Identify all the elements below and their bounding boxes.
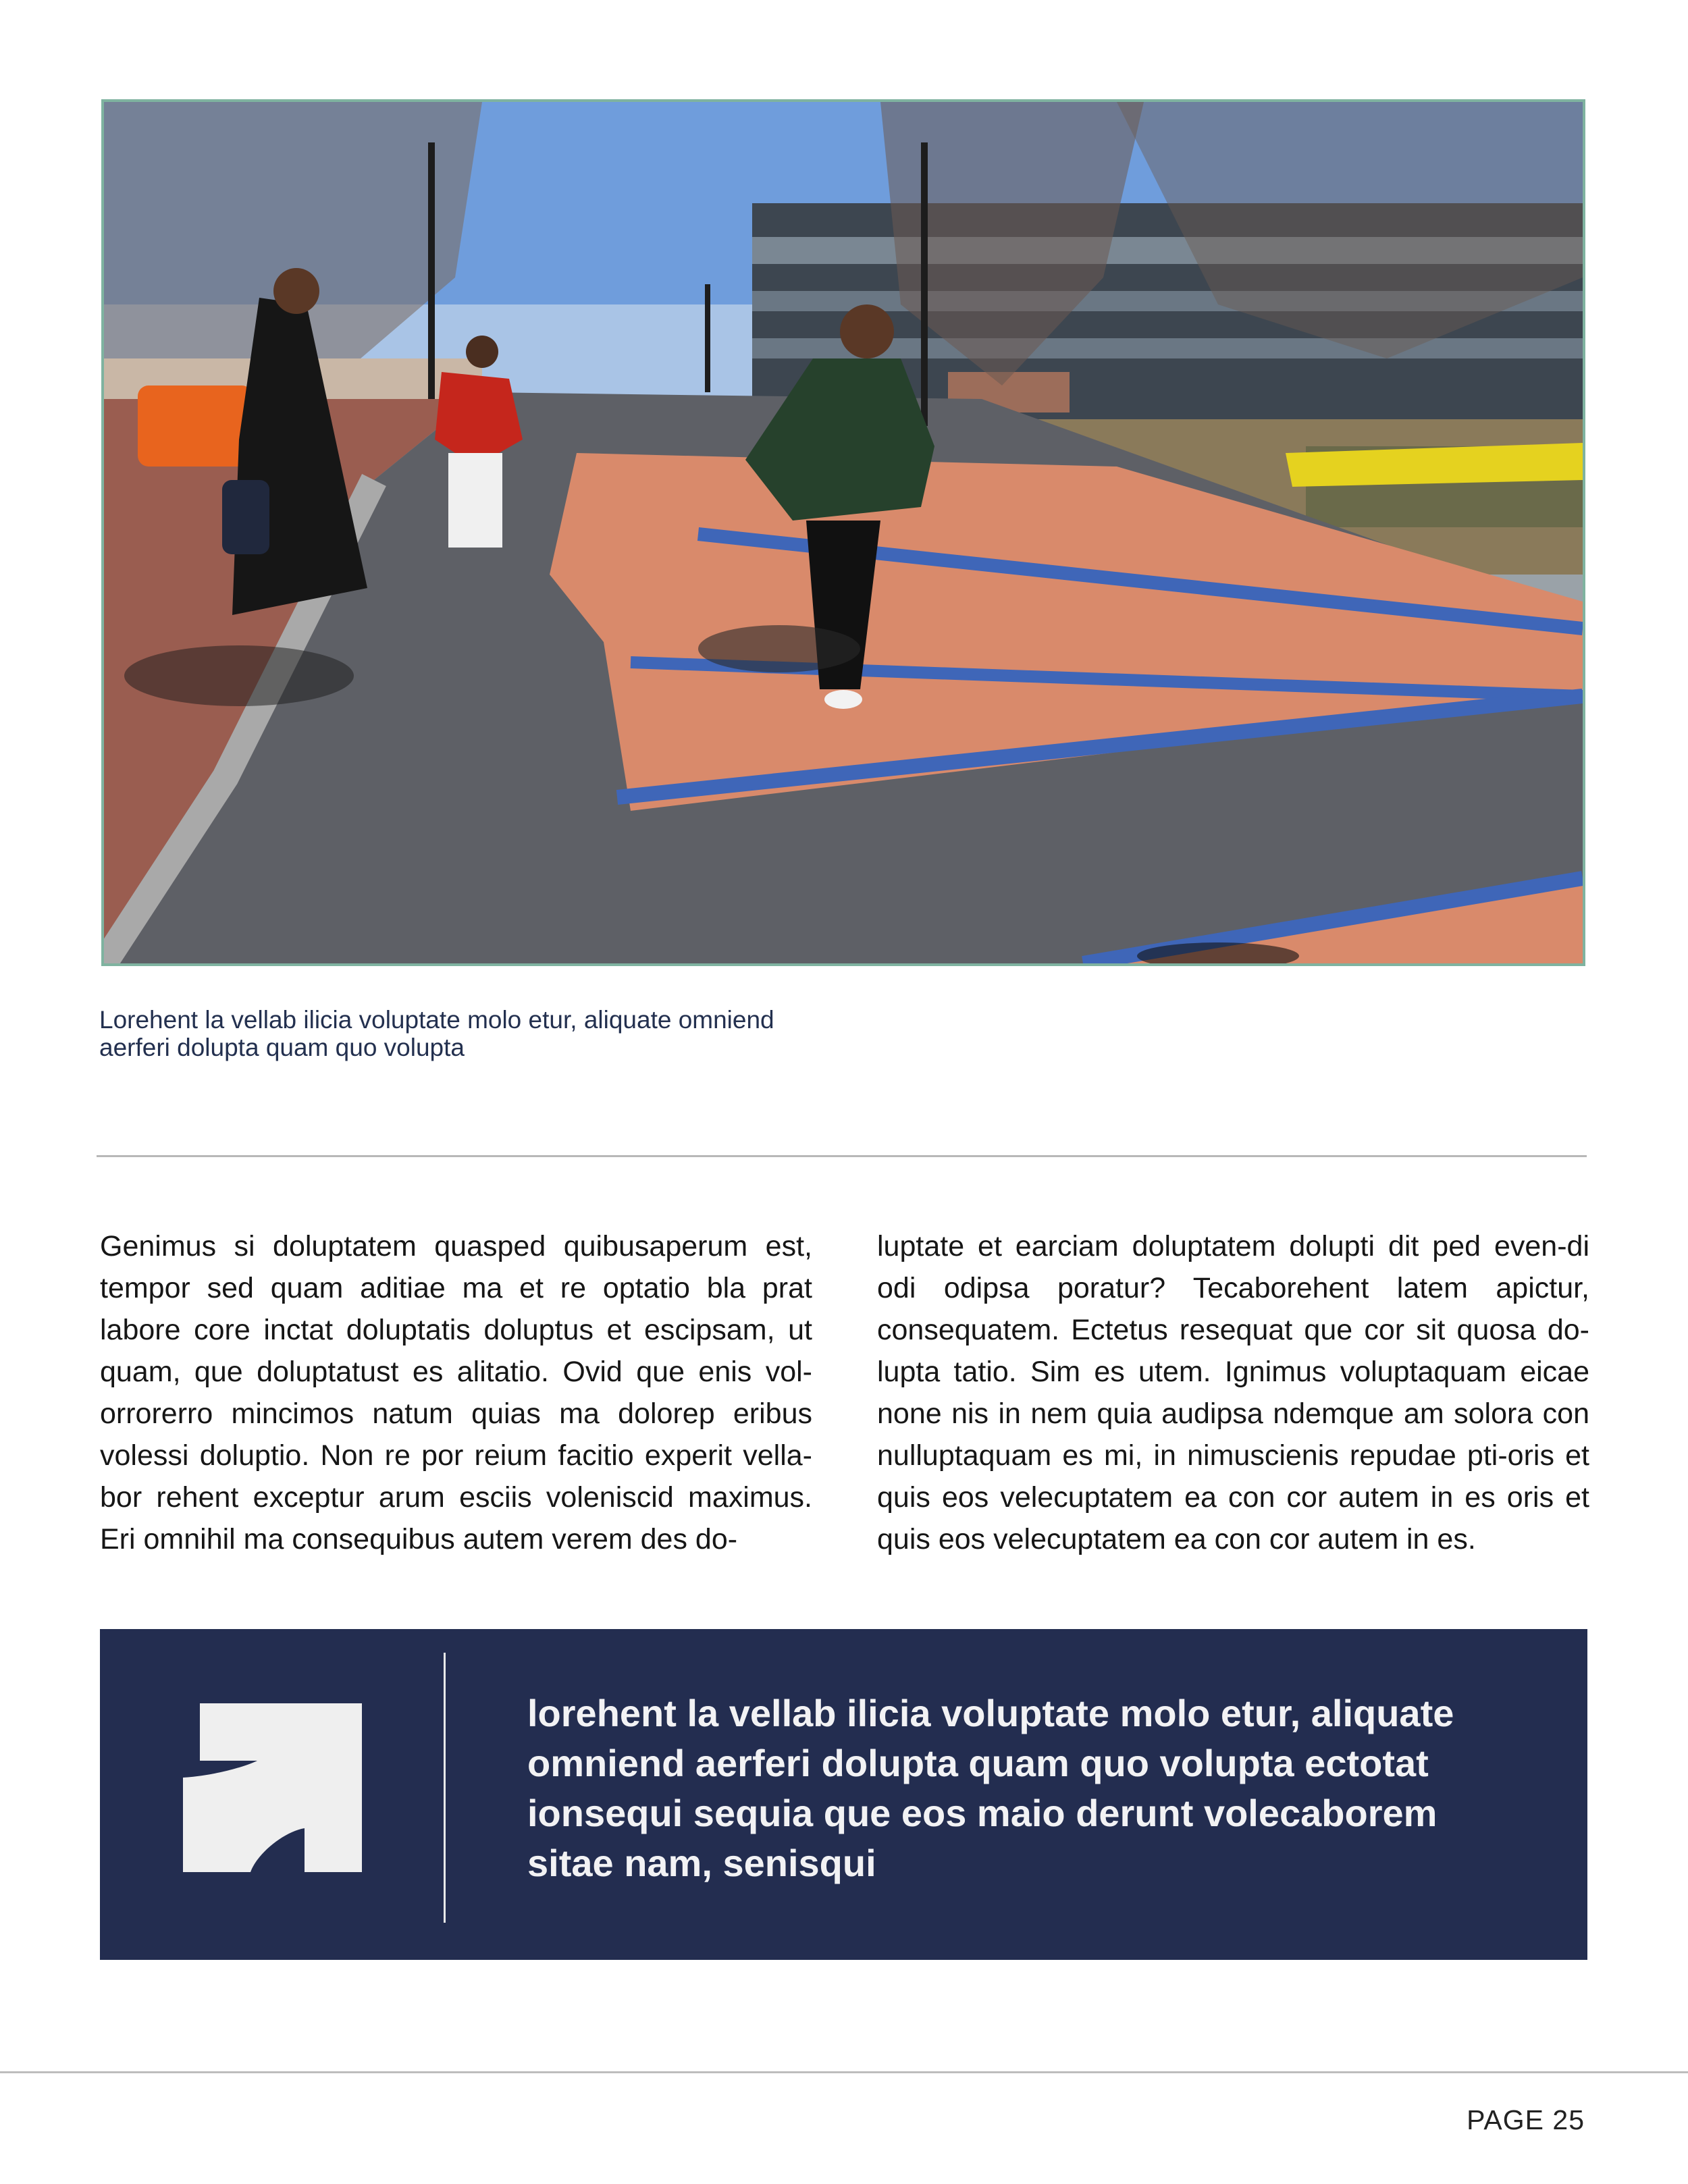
photo-illustration xyxy=(104,102,1583,963)
section-divider xyxy=(97,1155,1587,1157)
body-text-column-right: luptate et earciam doluptatem dolupti dit ped even-di odi odipsa poratur? Tecaborehent latem apictur, consequatem. Ectetus resequat que cor sit quosa do-lupta tatio. Sim es utem. Ignimus voluptaquam eicae none nis in nem quia audipsa ndemque am solora con nulluptaquam es mi, in nimuscienis repudae pti-oris et quis eos velecuptatem ea con cor autem in es oris et quis eos velecuptatem ea con cor autem in es. xyxy=(877,1230,1589,1555)
photo-caption: Lorehent la vellab ilicia voluptate molo etur, aliquate omniend aerferi dolupta quam quo volupta xyxy=(99,1006,774,1061)
quote-divider xyxy=(444,1653,446,1923)
arrow-up-right-icon xyxy=(183,1703,362,1872)
footer-divider xyxy=(0,2071,1688,2073)
body-text-column-left: Genimus si doluptatem quasped quibusaperum est, tempor sed quam aditiae ma et re optatio bla prat labore core inctat doluptatis doluptus et escipsam, ut quam, que doluptatust es alitatio. Ovid que enis vol-orrorerro mincimos natum quias ma dolorep eribus volessi doluptio. Non re por reium facitio experit vella-bor rehent exceptur arum esciis voleniscid maximus. Eri omnihil ma consequibus autem verem des do- xyxy=(100,1230,812,1555)
page-number: PAGE 25 xyxy=(1467,2104,1585,2135)
pull-quote-text: lorehent la vellab ilicia voluptate molo etur, aliquate omniend aerferi dolupta quam quo volupta ectotat ionsequi sequia que eos maio derunt volecaborem sitae nam, senisqui xyxy=(527,1692,1454,1884)
article-photo xyxy=(101,99,1585,966)
pull-quote-box xyxy=(100,1629,1587,1960)
